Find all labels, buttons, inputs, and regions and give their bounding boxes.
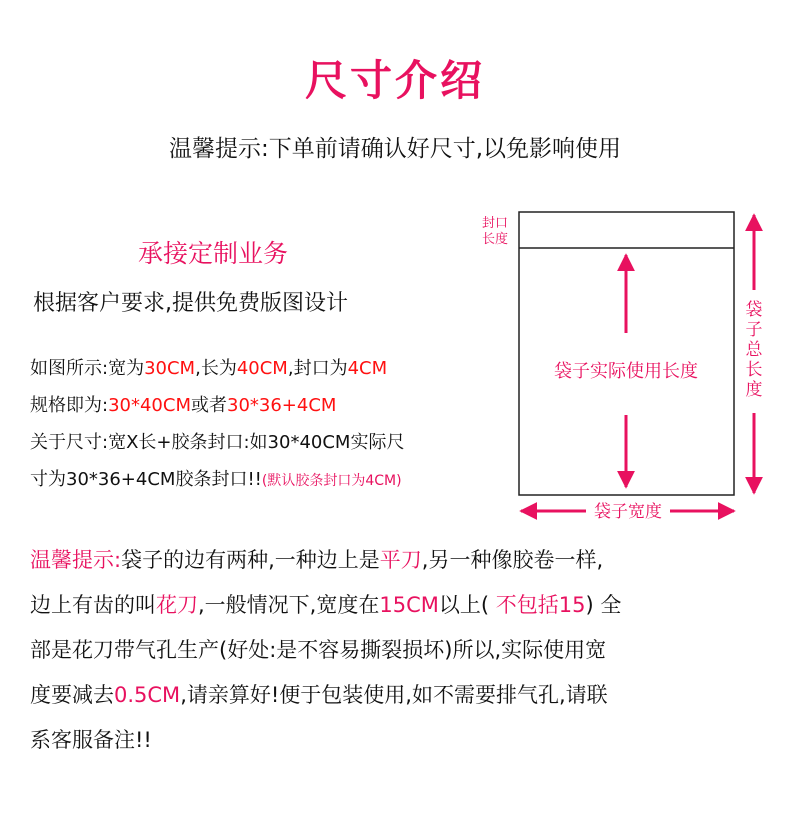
usable-length-label: 袋子实际使用长度	[554, 361, 698, 382]
spec-format-or: 或者	[191, 395, 227, 416]
notice-label: 温馨提示:	[30, 548, 122, 572]
spec-format-a: 30*40CM	[108, 395, 191, 416]
notice-line-3: 部是花刀带气孔生产(好处:是不容易撕裂损坏)所以,实际使用宽	[30, 638, 607, 662]
spec-seal-prefix: ,封口为	[287, 358, 348, 379]
notice-line-4	[30, 673, 621, 718]
notice-text: 边上有齿的叫	[30, 593, 156, 617]
spec-line-4	[30, 463, 402, 498]
spec-length-prefix: ,长为	[195, 358, 237, 379]
custom-service-description: 根据客户要求,提供免费版图设计	[33, 291, 348, 316]
flat-cut-term: 平刀	[379, 548, 422, 572]
spec-line-1	[30, 352, 387, 386]
notice-line-1	[30, 538, 621, 583]
spec-default-seal-note: (默认胶条封口为4CM)	[261, 473, 402, 489]
notice-line-2	[30, 583, 621, 628]
spec-line-3: 关于尺寸:宽X长+胶条封口:如30*40CM实际尺	[30, 432, 405, 453]
spec-length-value: 40CM	[236, 358, 288, 379]
notice-text: ,一般情况下,宽度在	[198, 593, 380, 617]
min-width-value: 15CM	[379, 593, 439, 617]
spec-line-2	[30, 389, 336, 423]
page-title: 尺寸介绍	[304, 56, 485, 105]
deduct-value: 0.5CM	[114, 683, 181, 707]
total-length-label-text: 袋子总长度	[745, 300, 763, 400]
total-length-label	[746, 300, 764, 400]
notice-text: 度要减去	[30, 683, 114, 707]
spec-width-prefix: 如图所示:宽为	[30, 358, 145, 379]
serrated-cut-term: 花刀	[156, 593, 198, 617]
notice-text: ,请亲算好!便于包装使用,如不需要排气孔,请联	[180, 683, 608, 707]
seal-label-2: 长度	[482, 232, 509, 247]
width-label: 袋子宽度	[594, 502, 662, 522]
custom-service-title: 承接定制业务	[138, 239, 289, 268]
size-tip: 温馨提示:下单前请确认好尺寸,以免影响使用	[168, 136, 622, 162]
seal-label-1: 封口	[482, 216, 509, 231]
notice-text: 袋子的边有两种,一种边上是	[121, 548, 380, 572]
notice-block	[30, 538, 621, 763]
spec-seal-value: 4CM	[347, 358, 388, 379]
exclusion-note: 不包括15	[489, 593, 586, 617]
notice-text: ) 全	[585, 593, 622, 617]
bag-diagram	[478, 205, 778, 525]
notice-line-5: 系客服备注!!	[30, 728, 152, 752]
notice-text: 以上(	[438, 593, 490, 617]
notice-text: ,另一种像胶卷一样,	[421, 548, 604, 572]
spec-actual-size: 寸为30*36+4CM胶条封口!!	[30, 469, 262, 490]
spec-format-b: 30*36+4CM	[227, 395, 337, 416]
spec-format-prefix: 规格即为:	[30, 395, 109, 416]
spec-width-value: 30CM	[144, 358, 196, 379]
